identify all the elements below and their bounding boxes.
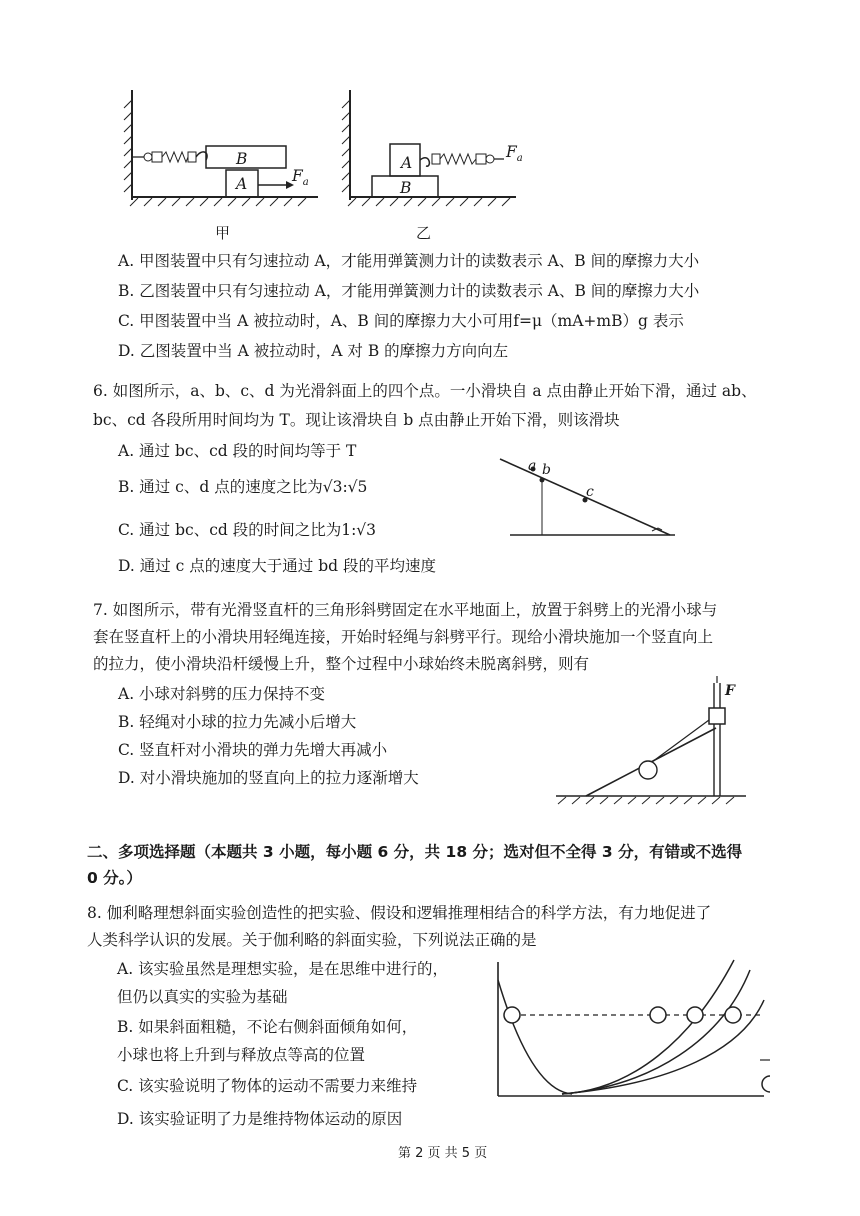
q8-stem-line2: 人类科学认识的发展。关于伽利略的斜面实验，下列说法正确的是 (87, 931, 537, 949)
q8-option-a-line1: A. 该实验虽然是理想实验，是在思维中进行的， (117, 960, 449, 978)
yi-force-label: $F_a$ (506, 143, 523, 165)
q7-option-a: A. 小球对斜劈的压力保持不变 (118, 685, 326, 703)
yi-block-b-label: B (400, 179, 412, 197)
q7-option-d: D. 对小滑块施加的竖直向上的拉力逐渐增大 (118, 769, 419, 787)
q8-option-d: D. 该实验证明了力是维持物体运动的原因 (117, 1110, 403, 1128)
figure-jia (118, 90, 318, 210)
point-a-label: a (528, 458, 537, 474)
q5-option-d: D. 乙图装置中当 A 被拉动时，A 对 B 的摩擦力方向向左 (118, 342, 509, 360)
q6-option-c: C. 通过 bc、cd 段的时间之比为1:√3 (118, 521, 377, 539)
point-b-label: b (542, 462, 551, 478)
q8-option-c: C. 该实验说明了物体的运动不需要力来维持 (117, 1077, 418, 1095)
yi-block-a-label: A (401, 154, 413, 172)
q6-option-b: B. 通过 c、d 点的速度之比为√3:√5 (118, 478, 368, 496)
q6-option-d: D. 通过 c 点的速度大于通过 bd 段的平均速度 (118, 557, 436, 575)
q6-stem-line1: 6. 如图所示，a、b、c、d 为光滑斜面上的四个点。一小滑块自 a 点由静止开始下滑，通过 ab、 (93, 382, 757, 400)
point-c-label: c (586, 484, 594, 500)
q7-option-c: C. 竖直杆对小滑块的弹力先增大再减小 (118, 741, 388, 759)
figure-yi-caption: 乙 (416, 224, 432, 242)
q8-option-b-line1: B. 如果斜面粗糙，不论右侧斜面倾角如何， (117, 1018, 418, 1036)
jia-force-label: $F_a$ (292, 167, 309, 189)
q5-option-a: A. 甲图装置中只有匀速拉动 A，才能用弹簧测力计的读数表示 A、B 间的摩擦力大小 (118, 252, 700, 270)
q7-stem-line3: 的拉力，使小滑块沿杆缓慢上升，整个过程中小球始终未脱离斜劈，则有 (93, 655, 590, 673)
section2-heading-line1: 二、多项选择题（本题共 3 小题，每小题 6 分，共 18 分；选对但不全得 3 分，有错或不选得 (87, 843, 743, 861)
figure-jia-caption: 甲 (215, 224, 231, 242)
q8-option-a-line2: 但仍以真实的实验为基础 (117, 988, 288, 1006)
q5-option-c: C. 甲图装置中当 A 被拉动时，A、B 间的摩擦力大小可用f=μ（mA+mB）g 表示 (118, 312, 684, 330)
galileo-figure (492, 960, 772, 1120)
q7-stem-line2: 套在竖直杆上的小滑块用轻绳连接，开始时轻绳与斜劈平行。现给小滑块施加一个竖直向上 (93, 628, 714, 646)
q6-stem-line2: bc、cd 各段所用时间均为 T。现让该滑块自 b 点由静止开始下滑，则该滑块 (93, 411, 620, 429)
q8-stem-line1: 8. 伽利略理想斜面实验创造性的把实验、假设和逻辑推理相结合的科学方法，有力地促进了 (87, 904, 712, 922)
wedge-force-label: F (725, 683, 735, 699)
q7-option-b: B. 轻绳对小球的拉力先减小后增大 (118, 713, 357, 731)
q7-stem-line1: 7. 如图所示，带有光滑竖直杆的三角形斜劈固定在水平地面上，放置于斜劈上的光滑小球与 (93, 601, 718, 619)
q6-option-a: A. 通过 bc、cd 段的时间均等于 T (118, 442, 357, 460)
jia-block-b-label: B (236, 150, 248, 168)
page-footer: 第 2 页 共 5 页 (398, 1146, 488, 1161)
q5-option-b: B. 乙图装置中只有匀速拉动 A，才能用弹簧测力计的读数表示 A、B 间的摩擦力大小 (118, 282, 700, 300)
section2-heading-line2: 0 分。） (87, 869, 142, 887)
jia-block-a-label: A (236, 175, 248, 193)
q8-option-b-line2: 小球也将上升到与释放点等高的位置 (117, 1046, 366, 1064)
